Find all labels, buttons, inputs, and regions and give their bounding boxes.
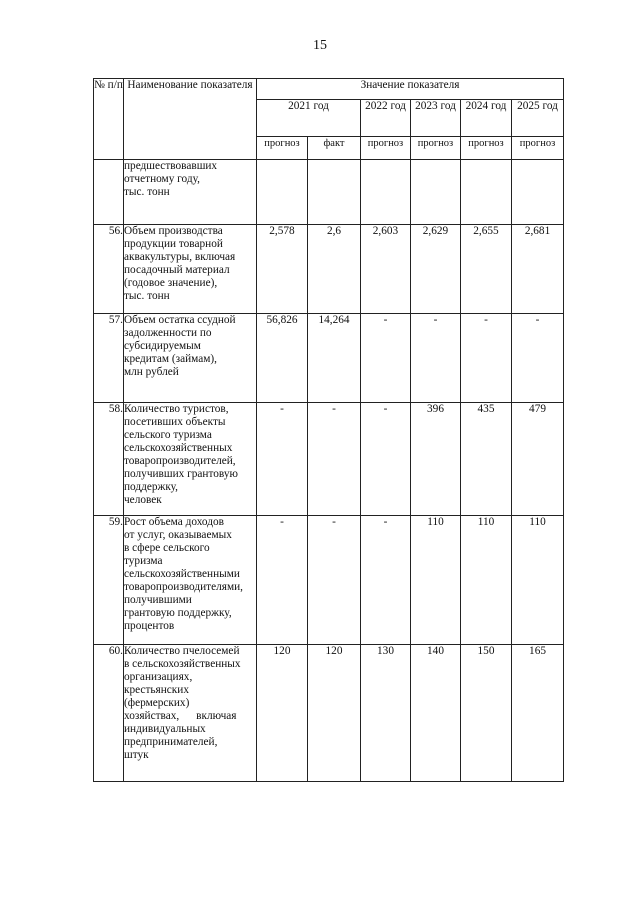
indicator-name-line: кредитам (займам),: [124, 353, 217, 365]
value-cell: 435: [461, 403, 512, 516]
table-row: [94, 645, 564, 782]
indicator-name-line: штук: [124, 749, 149, 761]
value-cell: 2,681: [512, 225, 564, 314]
value-cell: [461, 160, 512, 225]
indicator-name-line: организациях,: [124, 671, 193, 683]
header-year-2024: 2024 год: [461, 100, 512, 137]
indicator-name-line: Объем остатка ссудной: [124, 314, 236, 326]
indicator-name-line: получившими: [124, 594, 192, 606]
value-cell: -: [361, 516, 411, 645]
value-cell: -: [411, 314, 461, 403]
header-sub-forecast: прогноз: [361, 137, 411, 160]
page-number: 15: [313, 38, 327, 53]
value-cell: -: [361, 314, 411, 403]
header-year-2021: 2021 год: [257, 100, 361, 137]
value-cell: [308, 160, 361, 225]
indicator-name-line: в сфере сельского: [124, 542, 210, 554]
header-sub-fact: факт: [308, 137, 361, 160]
value-cell: -: [361, 403, 411, 516]
value-cell: -: [461, 314, 512, 403]
header-year-2025: 2025 год: [512, 100, 564, 137]
indicator-name-line: сельскохозяйственных: [124, 442, 233, 454]
header-sub-forecast: прогноз: [411, 137, 461, 160]
value-cell: 2,6: [308, 225, 361, 314]
value-cell: -: [257, 403, 308, 516]
value-cell: [257, 160, 308, 225]
indicator-name-line: млн рублей: [124, 366, 179, 378]
indicator-name: [124, 403, 257, 516]
indicator-name-line: от услуг, оказываемых: [124, 529, 232, 541]
value-cell: 2,578: [257, 225, 308, 314]
table-header: [94, 79, 564, 160]
indicator-name-line: отчетному году,: [124, 173, 200, 185]
indicator-name-line: предшествовавших: [124, 160, 218, 172]
header-num: № п/п: [94, 79, 124, 160]
indicators-table: [93, 78, 564, 782]
indicator-name-line: (фермерских): [124, 697, 190, 709]
value-cell: 110: [411, 516, 461, 645]
indicator-name-line: товаропроизводителей,: [124, 455, 236, 467]
header-year-2022: 2022 год: [361, 100, 411, 137]
indicator-name-line: индивидуальных: [124, 723, 206, 735]
value-cell: 110: [512, 516, 564, 645]
indicator-name-line: сельского туризма: [124, 429, 212, 441]
value-cell: [411, 160, 461, 225]
indicator-name-line: субсидируемым: [124, 340, 201, 352]
value-cell: [361, 160, 411, 225]
indicator-name-line: Рост объема доходов: [124, 516, 224, 528]
table-body: [94, 160, 564, 782]
value-cell: 479: [512, 403, 564, 516]
indicator-name-line: (годовое значение),: [124, 277, 218, 289]
value-cell: 2,629: [411, 225, 461, 314]
indicator-name-line: Количество пчелосемей: [124, 645, 240, 657]
table-row: [94, 403, 564, 516]
row-number: 59.: [94, 516, 124, 645]
indicator-name: [124, 160, 257, 225]
value-cell: 110: [461, 516, 512, 645]
row-number: 56.: [94, 225, 124, 314]
indicator-name-line: задолженности по: [124, 327, 212, 339]
indicator-name: [124, 645, 257, 782]
value-cell: 2,655: [461, 225, 512, 314]
indicator-name-line: поддержку,: [124, 481, 179, 493]
indicator-name-line: в сельскохозяйственных: [124, 658, 241, 670]
header-sub-forecast: прогноз: [512, 137, 564, 160]
row-number: [94, 160, 124, 225]
indicator-name: [124, 516, 257, 645]
indicator-name-line: процентов: [124, 620, 175, 632]
value-cell: 56,826: [257, 314, 308, 403]
indicator-name-line: тыс. тонн: [124, 290, 170, 302]
value-cell: -: [308, 403, 361, 516]
value-cell: -: [257, 516, 308, 645]
indicator-name-line: хозяйствах, включая: [124, 710, 237, 722]
indicator-name-line: предпринимателей,: [124, 736, 218, 748]
row-number: 58.: [94, 403, 124, 516]
indicator-name-line: тыс. тонн: [124, 186, 170, 198]
value-cell: 130: [361, 645, 411, 782]
header-year-2023: 2023 год: [411, 100, 461, 137]
indicator-name-line: товаропроизводителями,: [124, 581, 243, 593]
indicator-name-line: Объем производства: [124, 225, 223, 237]
indicator-name-line: крестьянских: [124, 684, 189, 696]
indicator-name-line: посадочный материал: [124, 264, 230, 276]
indicator-name-line: Количество туристов,: [124, 403, 229, 415]
indicator-name-line: грантовую поддержку,: [124, 607, 232, 619]
value-cell: 396: [411, 403, 461, 516]
indicator-name-line: сельскохозяйственными: [124, 568, 240, 580]
row-number: 60.: [94, 645, 124, 782]
indicator-name-line: туризма: [124, 555, 163, 567]
value-cell: 150: [461, 645, 512, 782]
value-cell: 165: [512, 645, 564, 782]
value-cell: -: [512, 314, 564, 403]
table-row: [94, 516, 564, 645]
indicator-name-line: посетивших объекты: [124, 416, 226, 428]
indicator-name: [124, 225, 257, 314]
indicator-name-line: получивших грантовую: [124, 468, 238, 480]
table-row: [94, 160, 564, 225]
indicator-name: [124, 314, 257, 403]
header-name: Наименование показателя: [124, 79, 257, 160]
header-sub-forecast: прогноз: [461, 137, 512, 160]
table-row: [94, 225, 564, 314]
value-cell: [512, 160, 564, 225]
value-cell: 140: [411, 645, 461, 782]
header-sub-forecast: прогноз: [257, 137, 308, 160]
value-cell: 14,264: [308, 314, 361, 403]
value-cell: -: [308, 516, 361, 645]
value-cell: 2,603: [361, 225, 411, 314]
table-row: [94, 314, 564, 403]
row-number: 57.: [94, 314, 124, 403]
indicator-name-line: человек: [124, 494, 162, 506]
header-value: Значение показателя: [257, 79, 564, 100]
indicator-name-line: аквакультуры, включая: [124, 251, 236, 263]
value-cell: 120: [308, 645, 361, 782]
indicator-name-line: продукции товарной: [124, 238, 223, 250]
value-cell: 120: [257, 645, 308, 782]
